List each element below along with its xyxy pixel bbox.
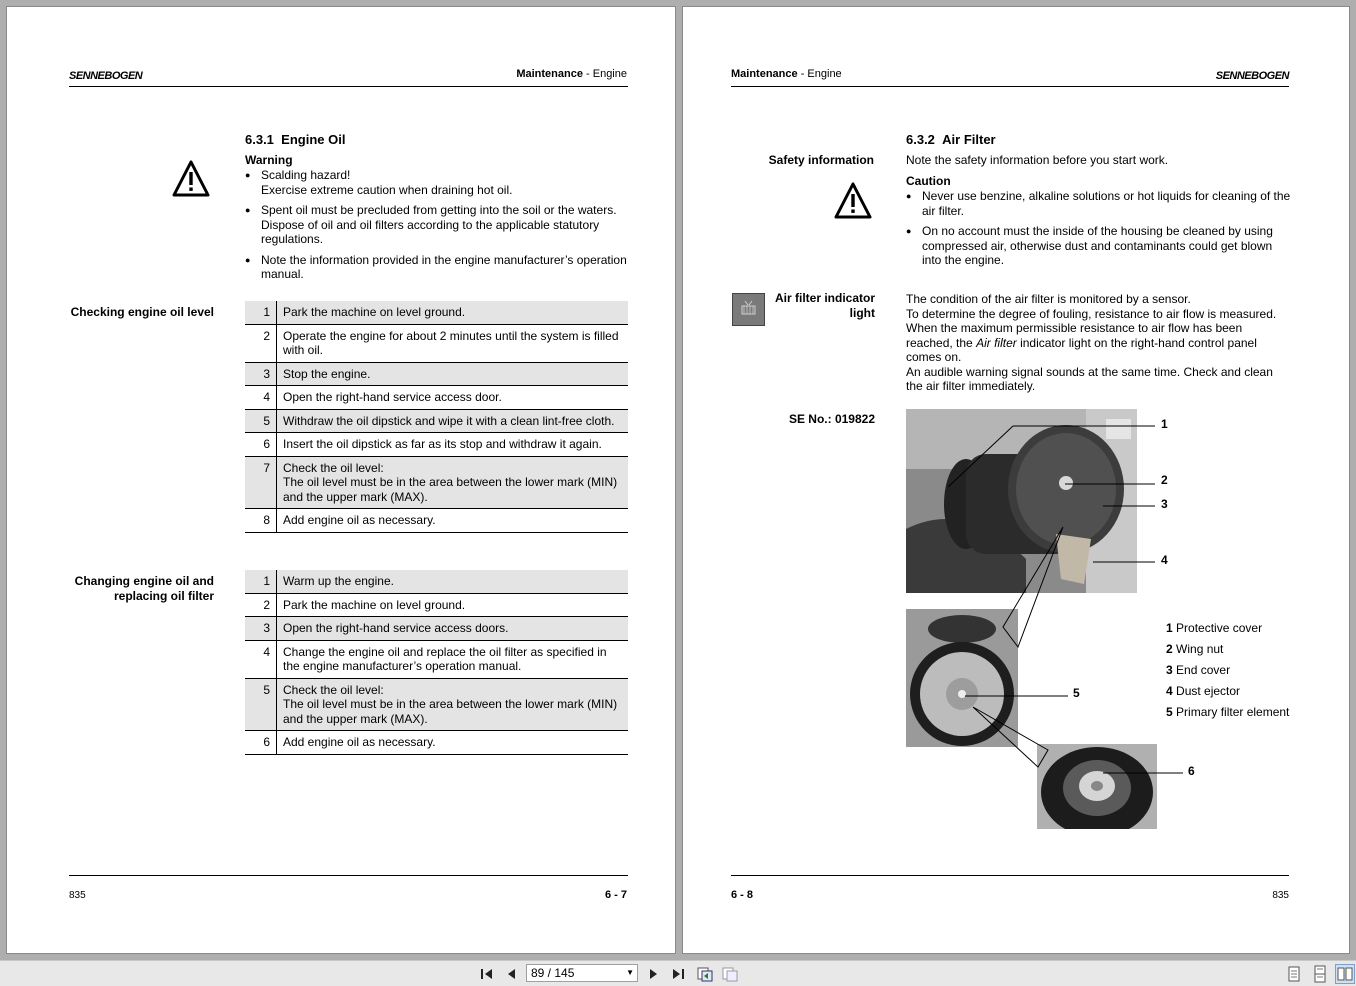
legend-text: Wing nut (1176, 642, 1224, 656)
sennebogen-logo: SENNEBOGEN (1215, 70, 1289, 82)
callout-2: 2 (1161, 473, 1168, 487)
indicator-text-part: indicator light on the right-hand control panel comes on. An audible warning signal sounds at the same time. Check and clean the air filter immediately. (906, 335, 1273, 393)
step-text: Park the machine on level ground. (277, 301, 629, 324)
step-number: 8 (245, 509, 277, 533)
single-page-view-icon[interactable] (1285, 965, 1303, 983)
step-text: Park the machine on level ground. (283, 597, 466, 612)
legend-text: Protective cover (1176, 621, 1263, 635)
previous-page-icon[interactable] (502, 965, 520, 983)
step-text: Insert the oil dipstick as far as its stop and withdraw it again. (283, 437, 602, 451)
legend-text: Dust ejector (1176, 684, 1241, 698)
caution-label: Caution (906, 174, 951, 188)
step-text: Operate the engine for about 2 minutes until the system is filled with oil. (283, 328, 619, 357)
footer-doc-number: 835 (1272, 890, 1289, 901)
footer-doc-number: 835 (69, 890, 86, 901)
table-row (245, 640, 628, 678)
callout-lines (683, 7, 1351, 955)
step-number: 6 (245, 731, 277, 755)
section-heading (245, 132, 345, 147)
table-row (245, 509, 628, 533)
callout-1: 1 (1161, 417, 1168, 431)
step-number: 7 (245, 456, 277, 509)
legend-number: 2 (1166, 642, 1173, 656)
legend-item (1166, 663, 1291, 678)
safety-info-text: Note the safety information before you start work. (906, 153, 1169, 167)
legend-text: Primary filter element (1176, 705, 1290, 719)
table-row (245, 570, 628, 593)
step-number: 6 (245, 433, 277, 457)
safety-info-label: Safety information (768, 153, 874, 167)
legend-number: 4 (1166, 684, 1173, 698)
indicator-text-part: The condition of the air filter is monitored by a sensor. To determine the degree of fouling, resistance to air flow is measured. When the maximum permissible resistance to air flow has been reached, the (906, 292, 1277, 350)
step-text: Open the right-hand service access doors. (277, 617, 629, 641)
step-number: 5 (245, 678, 277, 731)
step-text: Check the oil level: The oil level must be in the area between the lower mark (MIN) and the upper mark (MAX). (277, 678, 629, 731)
footer-rule (69, 875, 628, 876)
header-rule (69, 86, 628, 87)
se-number: SE No.: 019822 (788, 412, 875, 426)
callout-6: 6 (1188, 764, 1195, 778)
viewer-toolbar (0, 960, 1356, 986)
step-number: 3 (245, 362, 277, 386)
legend-item (1166, 684, 1291, 699)
legend-item (1166, 705, 1291, 720)
header-subsection: Engine (592, 68, 627, 80)
legend-number: 3 (1166, 663, 1173, 677)
table-row (245, 386, 628, 410)
callout-3: 3 (1161, 497, 1168, 511)
continuous-view-icon[interactable] (1311, 965, 1329, 983)
step-text: Add engine oil as necessary. (283, 513, 436, 527)
step-text: Add engine oil as necessary. (283, 735, 436, 749)
figure-legend (1166, 621, 1291, 726)
step-text: Change the engine oil and replace the oil filter as specified in the engine manufacturer’s operation manual. (283, 644, 607, 673)
changing-oil-label: Changing engine oil and replacing oil filter (74, 574, 214, 603)
checking-steps-table (245, 301, 628, 533)
page-indicator: 89 / 145 (531, 966, 575, 980)
header-subsection: Engine (807, 68, 842, 80)
footer-rule (731, 875, 1289, 876)
indicator-text-italic: Air filter (976, 335, 1017, 350)
air-filter-indicator-label: Air filter indicator light (774, 291, 875, 320)
table-row (245, 301, 628, 324)
step-number: 2 (245, 324, 277, 362)
right-page (682, 6, 1350, 954)
sennebogen-logo: SENNEBOGEN (69, 70, 143, 82)
callout-4: 4 (1161, 553, 1168, 567)
warning-list (245, 168, 630, 288)
section-title: Engine Oil (281, 132, 346, 147)
step-number: 5 (245, 409, 277, 433)
table-row (245, 593, 628, 617)
header-separator: - (582, 68, 593, 80)
footer-page-number: 6 - 8 (731, 889, 754, 901)
step-text: Check the oil level: The oil level must be in the area between the lower mark (MIN) and the upper mark (MAX). (277, 456, 629, 509)
header-section: Maintenance (516, 68, 583, 80)
table-row (245, 433, 628, 457)
section-number: 6.3.2 (906, 132, 935, 147)
table-row (245, 456, 628, 509)
legend-item (1166, 621, 1291, 636)
warning-item: ● Spent oil must be precluded from getting into the soil or the waters. Dispose of oil and oil filters according to the applicable statutory regulations. (245, 203, 630, 247)
warning-triangle-icon (171, 159, 211, 199)
legend-number: 1 (1166, 621, 1173, 635)
header-separator: - (797, 68, 808, 80)
caution-item: ● On no account must the inside of the housing be cleaned by using compressed air, otherwise dust and contaminants could get blown into the engine. (906, 224, 1291, 268)
table-row (245, 617, 628, 641)
caution-item: ● Never use benzine, alkaline solutions or hot liquids for cleaning of the air filter. (906, 189, 1291, 218)
step-number: 4 (245, 386, 277, 410)
chevron-down-icon[interactable]: ▼ (626, 968, 634, 977)
warning-item: ● Scalding hazard! Exercise extreme caution when draining hot oil. (245, 168, 630, 197)
table-row (245, 731, 628, 755)
step-text: Withdraw the oil dipstick and wipe it with a clean lint-free cloth. (277, 409, 629, 433)
changing-steps-table (245, 570, 628, 755)
step-number: 2 (245, 593, 277, 617)
go-forward-view-icon[interactable] (721, 965, 739, 983)
page-header (516, 68, 627, 80)
last-page-icon[interactable] (669, 965, 687, 983)
step-number: 1 (245, 301, 277, 324)
legend-number: 5 (1166, 705, 1173, 719)
section-number: 6.3.1 (245, 132, 274, 147)
table-row (245, 678, 628, 731)
callout-5: 5 (1073, 686, 1080, 700)
warning-item: ● Note the information provided in the engine manufacturer’s operation manual. (245, 253, 630, 282)
footer-page-number: 6 - 7 (604, 889, 627, 901)
section-title: Air Filter (942, 132, 996, 147)
table-row (245, 362, 628, 386)
step-number: 4 (245, 640, 277, 678)
left-page (6, 6, 676, 954)
legend-item (1166, 642, 1291, 657)
step-text: Warm up the engine. (277, 570, 629, 593)
first-page-icon[interactable] (478, 965, 496, 983)
warning-label: Warning (245, 153, 293, 167)
step-number: 1 (245, 570, 277, 593)
legend-text: End cover (1176, 663, 1231, 677)
next-page-icon[interactable] (645, 965, 663, 983)
header-section: Maintenance (731, 68, 798, 80)
step-text: Stop the engine. (277, 362, 629, 386)
go-back-view-icon[interactable] (696, 965, 714, 983)
step-number: 3 (245, 617, 277, 641)
checking-oil-label: Checking engine oil level (70, 305, 214, 319)
table-row (245, 324, 628, 362)
step-text: Open the right-hand service access door. (283, 390, 502, 404)
table-row (245, 409, 628, 433)
page-number-input[interactable] (526, 964, 638, 982)
two-page-view-icon[interactable] (1336, 965, 1354, 983)
